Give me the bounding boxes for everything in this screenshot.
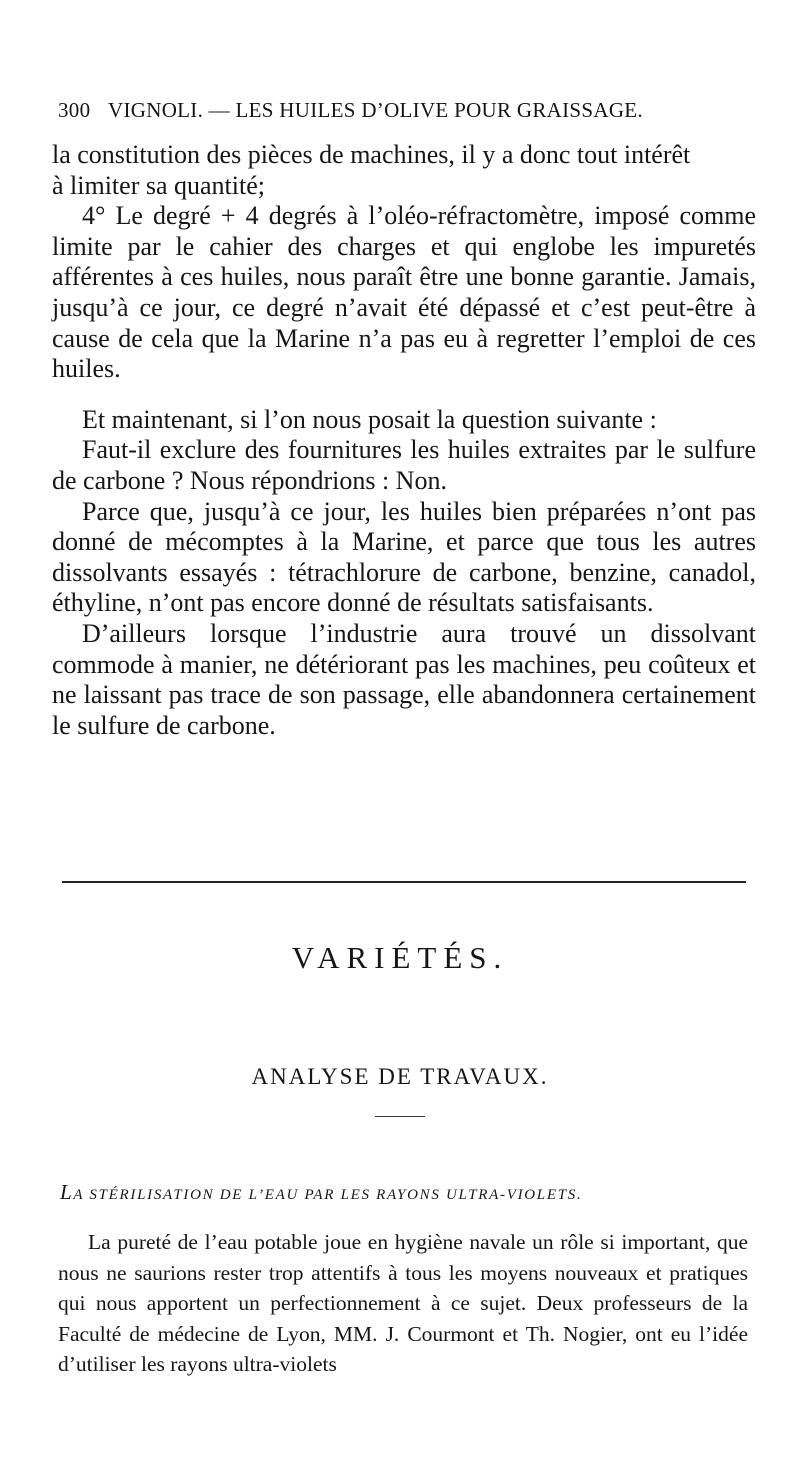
page-number: 300	[58, 98, 91, 122]
section-divider	[62, 881, 746, 883]
running-header	[58, 98, 748, 123]
article-paragraph: La pureté de l’eau potable joue en hygiène navale un rôle si important, que nous ne saurions rester trop attentifs à tous les moyens nouveaux et pratiques qui nous apportent un perfectionnement à ce sujet. Deux professeurs de la Faculté de médecine de Lyon, MM. J. Courmont et Th. Nogier, ont eu l’idée d’utiliser les rayons ultra-violets	[58, 1230, 748, 1376]
paragraph-continuation-line: la constitution des pièces de machines, il y a donc tout intérêt	[52, 140, 691, 169]
article-title-rest: A STÉRILISATION DE L’EAU PAR LES RAYONS ULTRA-VIOLETS.	[73, 1187, 583, 1203]
paragraph-faut-il: Faut-il exclure des fournitures les huiles extraites par le sulfure de carbone ? Nous répondrions : Non.	[52, 435, 756, 495]
running-title: VIGNOLI. — LES HUILES D’OLIVE POUR GRAISSAGE.	[108, 98, 643, 122]
paragraph-parce-que: Parce que, jusqu’à ce jour, les huiles bien préparées n’ont pas donné de mécomptes à la Marine, et parce que tous les autres dissolvants essayés : tétrachlorure de carbone, benzine, canadol, éthyline, n’ont pas encore donné de résultats satisfaisants.	[52, 496, 756, 618]
section-subtitle: ANALYSE DE TRAVAUX.	[251, 1064, 549, 1089]
section-title: VARIÉTÉS.	[291, 940, 509, 975]
paragraph-continuation-end: à limiter sa quantité;	[52, 170, 265, 200]
subtitle-rule	[375, 1116, 425, 1117]
paragraph-question: Et maintenant, si l’on nous posait la question suivante :	[82, 404, 657, 434]
paragraph-d-ailleurs: D’ailleurs lorsque l’industrie aura trouvé un dissolvant commode à manier, ne détériorant pas les machines, peu coûteux et ne laissant pas trace de son passage, elle abandonnera certainement le sulfure de carbone.	[52, 618, 756, 740]
article-title	[60, 1180, 750, 1205]
main-text	[52, 140, 756, 741]
paragraph-point-4: 4° Le degré + 4 degrés à l’oléo-réfractomètre, imposé comme limite par le cahier des charges et qui englobe les impuretés afférentes à ces huiles, nous paraît être une bonne garantie. Jamais, jusqu’à ce jour, ce degré n’avait été dépassé et c’est peut-être à cause de cela que la Marine n’a pas eu à regretter l’emploi de ces huiles.	[52, 201, 756, 384]
article-title-initial: L	[60, 1180, 74, 1204]
